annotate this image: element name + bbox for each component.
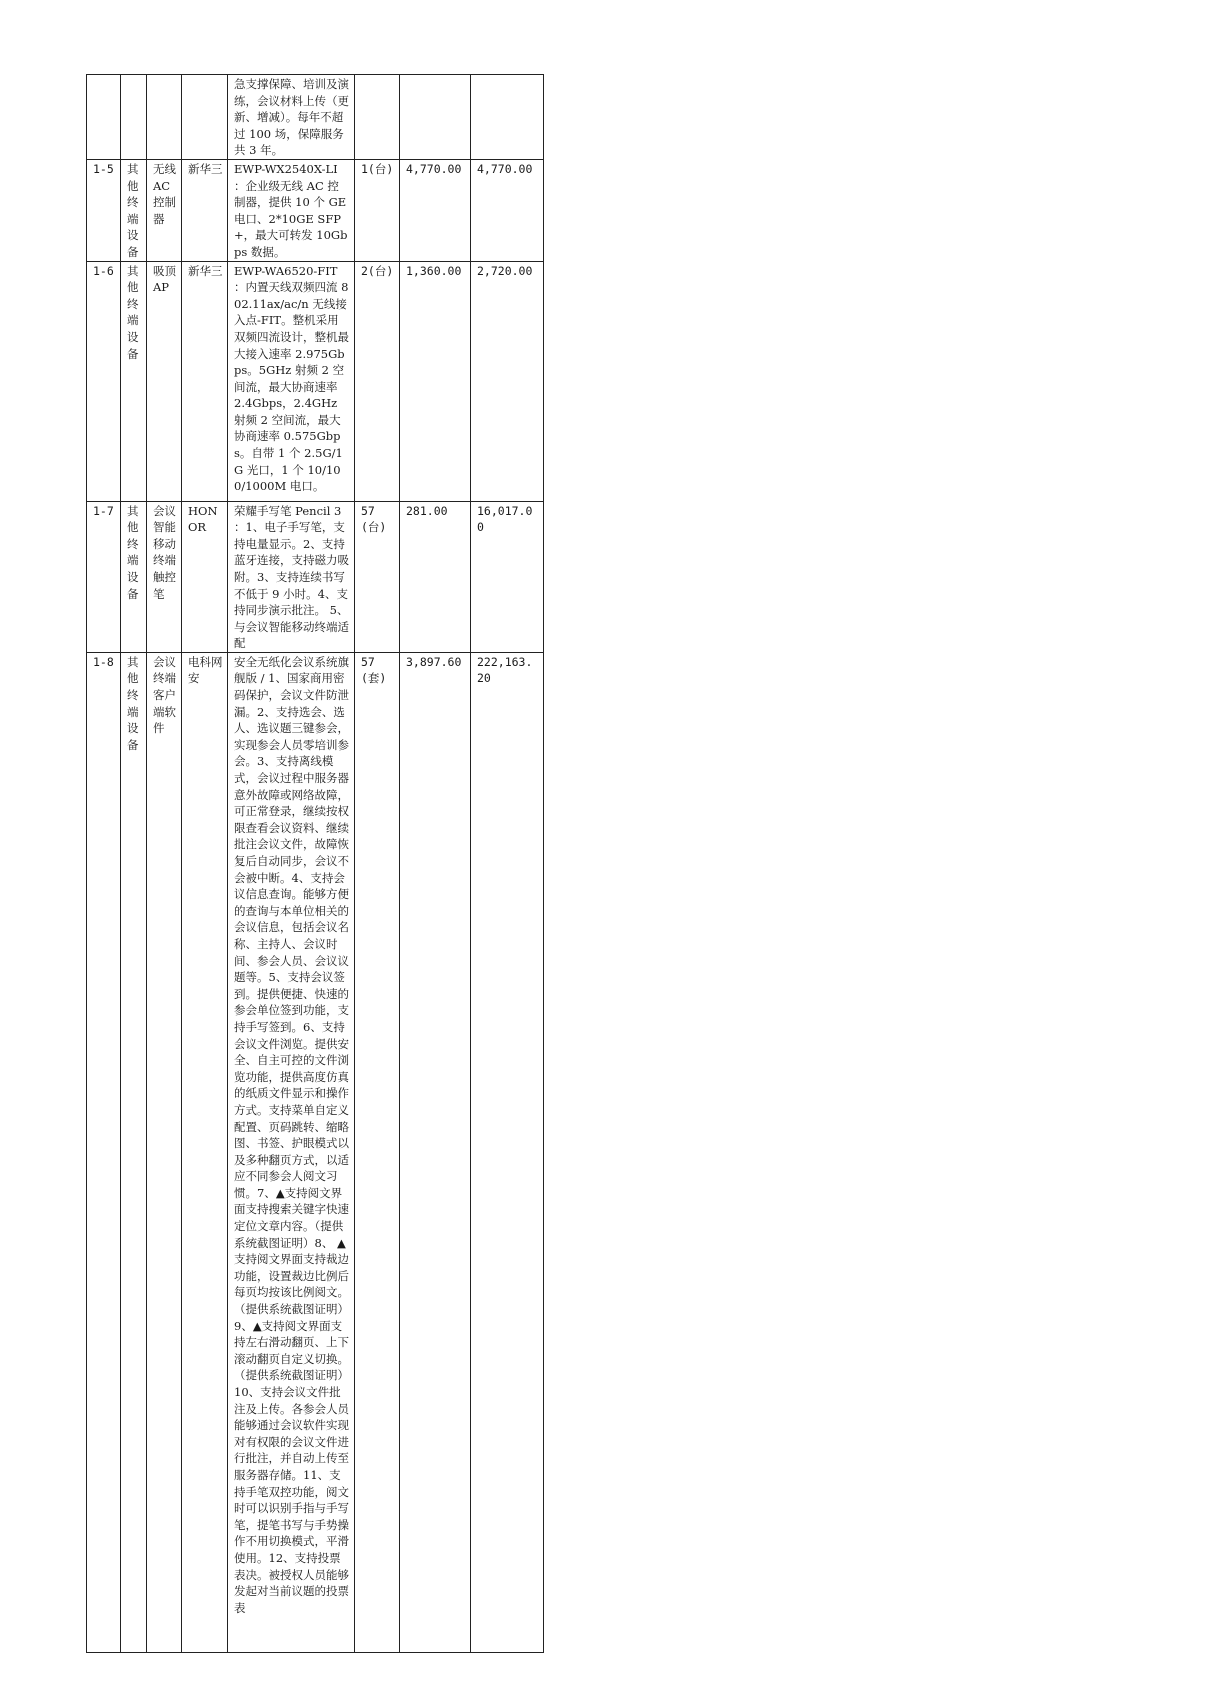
item-name-cell: 吸顶AP <box>147 261 182 501</box>
brand-cell: HONOR <box>182 501 228 652</box>
category-cell: 其他终端设备 <box>121 261 147 501</box>
item-name-cell: 会议终端客户端软件 <box>147 652 182 1652</box>
brand-cell: 新华三 <box>182 159 228 261</box>
item-number <box>87 75 121 160</box>
category-cell: 其他终端设备 <box>121 159 147 261</box>
quantity-cell <box>355 75 400 160</box>
category-cell <box>121 75 147 160</box>
brand-cell: 电科网安 <box>182 652 228 1652</box>
item-number: 1-6 <box>87 261 121 501</box>
total-price-cell: 222,163.20 <box>471 652 544 1652</box>
item-name-cell: 会议智能移动终端触控笔 <box>147 501 182 652</box>
item-name-cell: 无线AC控制器 <box>147 159 182 261</box>
quantity-cell: 1(台) <box>355 159 400 261</box>
quantity-cell: 2(台) <box>355 261 400 501</box>
spec-cell: 荣耀手写笔 Pencil 3 ：1、电子手写笔，支持电量显示。2、支持蓝牙连接，支持磁力吸附。3、支持连续书写不低于 9 小时。4、支持同步演示批注。 5、与会议智能移动终端适配 <box>228 501 355 652</box>
table-row <box>87 652 544 1652</box>
quantity-cell: 57(套) <box>355 652 400 1652</box>
spec-cell: EWP-WX2540X-LI ：企业级无线 AC 控制器，提供 10 个 GE 电口、2*10GE SFP+，最大可转发 10Gbps 数据。 <box>228 159 355 261</box>
item-number: 1-8 <box>87 652 121 1652</box>
unit-price-cell: 3,897.60 <box>400 652 471 1652</box>
table-row <box>87 159 544 261</box>
item-name-cell <box>147 75 182 160</box>
unit-price-cell: 4,770.00 <box>400 159 471 261</box>
spec-cell: 急支撑保障、培训及演练，会议材料上传（更新、增减）。每年不超过 100 场，保障服务共 3 年。 <box>228 75 355 160</box>
unit-price-cell <box>400 75 471 160</box>
table-row <box>87 75 544 160</box>
table-row <box>87 261 544 501</box>
total-price-cell: 16,017.00 <box>471 501 544 652</box>
total-price-cell: 4,770.00 <box>471 159 544 261</box>
unit-price-cell: 281.00 <box>400 501 471 652</box>
quantity-cell: 57(台) <box>355 501 400 652</box>
brand-cell <box>182 75 228 160</box>
spec-cell: 安全无纸化会议系统旗舰版 / 1、国家商用密码保护，会议文件防泄漏。2、支持选会、选人、选议题三键参会，实现参会人员零培训参会。3、支持离线模式，会议过程中服务器意外故障或网络故障，可正常登录，继续按权限查看会议资料、继续批注会议文件，故障恢复后自动同步，会议不会被中断。4、支持会议信息查询。能够方便的查询与本单位相关的会议信息，包括会议名称、主持人、会议时间、参会人员、会议议题等。5、支持会议签到。提供便捷、快速的参会单位签到功能，支持手写签到。6、支持会议文件浏览。提供安全、自主可控的文件浏览功能，提供高度仿真的纸质文件显示和操作方式。支持菜单自定义配置、页码跳转、缩略图、书签、护眼模式以及多种翻页方式，以适应不同参会人阅文习惯。7、▲支持阅文界面支持搜索关键字快速定位文章内容。（提供系统截图证明）8、 ▲支持阅文界面支持裁边功能，设置裁边比例后每页均按该比例阅文。（提供系统截图证明）9、▲支持阅文界面支持左右滑动翻页、上下滚动翻页自定义切换。（提供系统截图证明）10、支持会议文件批注及上传。各参会人员能够通过会议软件实现对有权限的会议文件进行批注，并自动上传至服务器存储。11、支持手笔双控功能，阅文时可以识别手指与手写笔，提笔书写与手势操作不用切换模式，平滑使用。12、支持投票表决。被授权人员能够发起对当前议题的投票表 <box>228 652 355 1652</box>
category-cell: 其他终端设备 <box>121 652 147 1652</box>
item-number: 1-7 <box>87 501 121 652</box>
table-row <box>87 501 544 652</box>
spec-cell: EWP-WA6520-FIT ：内置天线双频四流 802.11ax/ac/n 无线接入点-FIT。整机采用双频四流设计，整机最大接入速率 2.975Gbps。5GHz 射频 2 空间流，最大协商速率 2.4Gbps，2.4GHz 射频 2 空间流，最大协商速率 0.575Gbps。自带 1 个 2.5G/1G 光口，1 个 10/100/1000M 电口。 <box>228 261 355 501</box>
category-cell: 其他终端设备 <box>121 501 147 652</box>
total-price-cell <box>471 75 544 160</box>
total-price-cell: 2,720.00 <box>471 261 544 501</box>
brand-cell: 新华三 <box>182 261 228 501</box>
procurement-table <box>86 74 544 1653</box>
item-number: 1-5 <box>87 159 121 261</box>
unit-price-cell: 1,360.00 <box>400 261 471 501</box>
